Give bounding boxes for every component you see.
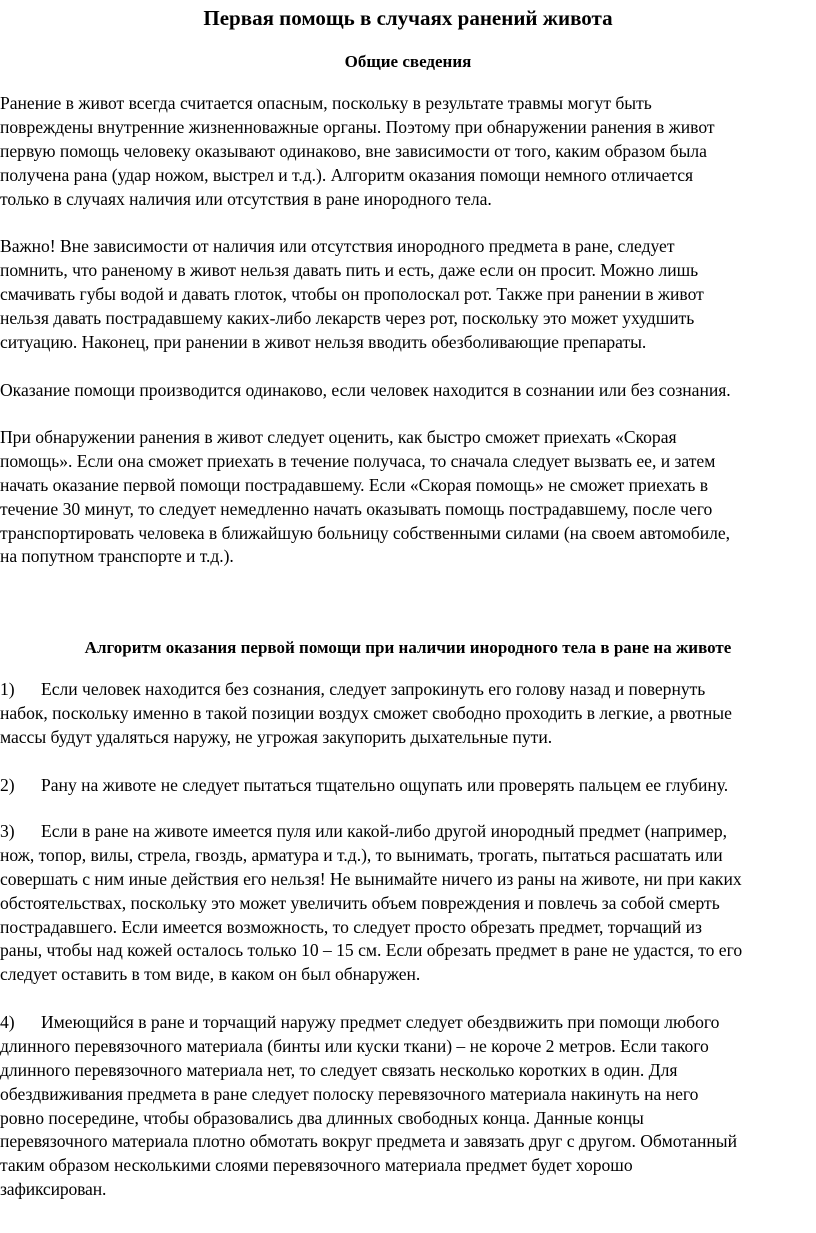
- intro-paragraph: [0, 379, 816, 403]
- text-line: [0, 774, 816, 798]
- text-line: смачивать губы водой и давать глоток, чтобы он прополоскал рот. Также при ранении в живот: [0, 283, 704, 304]
- step-item: [0, 1011, 816, 1202]
- step-item: [0, 774, 816, 798]
- text-line: набок, поскольку именно в такой позиции воздух сможет свободно проходить в легкие, а рвотные: [0, 702, 732, 723]
- step-text: Если человек находится без сознания, следует запрокинуть его голову назад и повернуть: [41, 679, 706, 699]
- step-item: [0, 820, 816, 987]
- text-line: перевязочного материала плотно обмотать вокруг предмета и завязать друг с другом. Обмотанный: [0, 1131, 737, 1152]
- intro-paragraph: [0, 235, 816, 354]
- text-line: Оказание помощи производится одинаково, если человек находится в сознании или без сознания.: [0, 380, 731, 400]
- text-line: следует оставить в том виде, в каком он был обнаружен.: [0, 964, 421, 985]
- text-line: помнить, что раненому в живот нельзя давать пить и есть, даже если он просит. Можно лишь: [0, 259, 699, 280]
- text-line: зафиксирован.: [0, 1179, 107, 1200]
- text-line: обстоятельствах, поскольку это может увеличить объем повреждения и повлечь за собой смерть: [0, 892, 720, 913]
- text-line: помощь». Если она сможет приехать в течение получаса, то сначала следует вызвать ее, и затем: [0, 450, 716, 471]
- text-line: начать оказание первой помощи пострадавшему. Если «Скорая помощь» не сможет приехать в: [0, 474, 708, 495]
- text-line: пострадавшего. Если имеется возможность, то следует просто обрезать предмет, торчащий из: [0, 916, 702, 937]
- text-line: Важно! Вне зависимости от наличия или отсутствия инородного предмета в ране, следует: [0, 236, 675, 256]
- text-line: течение 30 минут, то следует немедленно начать оказывать помощь пострадавшему, после чего: [0, 498, 713, 519]
- step-text: Если в ране на животе имеется пуля или какой-либо другой инородный предмет (например,: [41, 821, 728, 841]
- text-line: нельзя давать пострадавшему каких-либо лекарств через рот, поскольку это может ухудшить: [0, 307, 695, 328]
- intro-paragraph: [0, 426, 816, 569]
- page-title: Первая помощь в случаях ранений живота: [203, 6, 613, 30]
- text-line: [0, 1011, 816, 1035]
- text-line: массы будут удаляться наружу, не угрожая закупорить дыхательные пути.: [0, 726, 553, 747]
- text-line: [0, 820, 816, 844]
- text-line: повреждены внутренние жизненноважные органы. Поэтому при обнаружении ранения в живот: [0, 116, 715, 137]
- step-number: 2): [0, 775, 15, 795]
- intro-paragraph: [0, 92, 816, 211]
- text-line: ровно посередине, чтобы образовались два длинных свободных конца. Данные концы: [0, 1107, 644, 1128]
- text-line: При обнаружении ранения в живот следует оценить, как быстро сможет приехать «Скорая: [0, 427, 677, 447]
- text-line: таким образом несколькими слоями перевязочного материала предмет будет хорошо: [0, 1155, 633, 1176]
- step-number: 4): [0, 1012, 15, 1032]
- text-line: длинного перевязочного материала (бинты или куски ткани) – не короче 2 метров. Если такого: [0, 1035, 709, 1056]
- text-line: получена рана (удар ножом, выстрел и т.д.). Алгоритм оказания помощи немного отличается: [0, 164, 694, 185]
- text-line: совершать с ним иные действия его нельзя! Не вынимайте ничего из раны на животе, ни при каких: [0, 868, 742, 889]
- text-line: обездвиживания предмета в ране следует полоску перевязочного материала накинуть на него: [0, 1083, 699, 1104]
- text-line: первую помощь человеку оказывают одинаково, вне зависимости от того, каким образом была: [0, 140, 707, 161]
- text-line: длинного перевязочного материала нет, то следует связать несколько коротких в один. Для: [0, 1059, 678, 1080]
- step-number: 3): [0, 821, 15, 841]
- step-number: 1): [0, 679, 15, 699]
- text-line: нож, топор, вилы, стрела, гвоздь, арматура и т.д.), то вынимать, трогать, пытаться расшатать или: [0, 844, 723, 865]
- step-text: Рану на животе не следует пытаться тщательно ощупать или проверять пальцем ее глубину.: [41, 775, 729, 795]
- text-line: Ранение в живот всегда считается опасным, поскольку в результате травмы могут быть: [0, 93, 652, 113]
- text-line: транспортировать человека в ближайшую больницу собственными силами (на своем автомобиле,: [0, 522, 731, 543]
- step-text: Имеющийся в ране и торчащий наружу предмет следует обездвижить при помощи любого: [41, 1012, 720, 1032]
- text-line: [0, 678, 816, 702]
- text-line: только в случаях наличия или отсутствия в ране инородного тела.: [0, 188, 492, 209]
- section-subtitle: Общие сведения: [344, 52, 472, 71]
- step-item: [0, 678, 816, 750]
- text-line: ситуацию. Наконец, при ранении в живот нельзя вводить обезболивающие препараты.: [0, 331, 647, 352]
- text-line: на попутном транспорте и т.д.).: [0, 546, 234, 567]
- text-line: раны, чтобы над кожей осталось только 10 – 15 см. Если обрезать предмет в ране не удастся, то его: [0, 940, 743, 961]
- algorithm-heading: Алгоритм оказания первой помощи при наличии инородного тела в ране на животе: [84, 638, 732, 657]
